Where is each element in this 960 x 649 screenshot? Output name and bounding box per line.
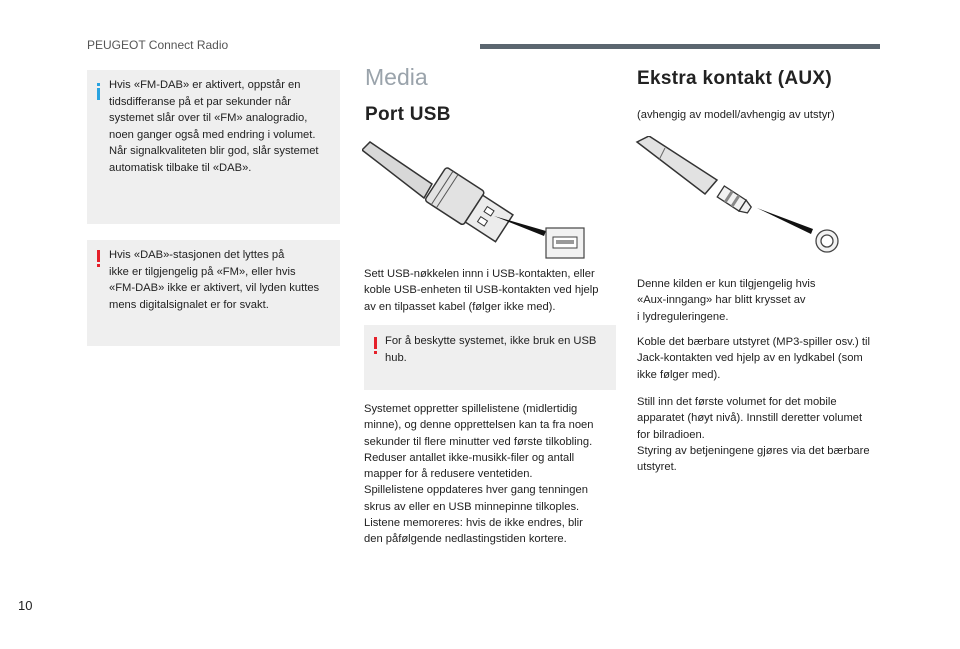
warning-icon <box>374 337 377 349</box>
text-line: ikke følger med). <box>637 368 721 381</box>
aux-para-1 <box>637 276 897 325</box>
text-line: sekunder til flere minutter ved første tilkobling. <box>364 435 593 448</box>
usb-body-text <box>364 401 620 548</box>
text-line: Denne kilden er kun tilgjengelig hvis <box>637 278 816 290</box>
header-title: PEUGEOT Connect Radio <box>87 38 229 52</box>
text-line: Jack-kontakten ved hjelp av en lydkabel (som <box>637 352 863 365</box>
text-line: utstyret. <box>637 461 677 474</box>
subsection-title-usb: Port USB <box>365 104 451 125</box>
text-line: automatisk tilbake til «DAB». <box>109 161 252 174</box>
text-line: ikke er tilgjengelig på «FM», eller hvis <box>109 265 296 278</box>
usb-connector-icon <box>362 140 592 260</box>
usb-intro-text <box>364 266 619 315</box>
warning-icon <box>97 250 100 262</box>
text-line: skrus av eller en USB minnepinne tilkoples. <box>364 500 580 513</box>
text-line: Spillelistene oppdateres hver gang tenningen <box>364 484 588 497</box>
text-line: Reduser antallet ikke-musikk-filer og antall <box>364 451 575 464</box>
text-line: apparatet (høyt nivå). Innstill deretter volumet <box>637 412 863 425</box>
aux-para-3 <box>637 394 897 475</box>
text-line: for bilradioen. <box>637 428 705 441</box>
page-number: 10 <box>18 598 33 613</box>
text-line: tidsdifferanse på et par sekunder når <box>109 95 292 108</box>
text-line: av en tilpasset kabel (følger ikke med). <box>364 300 556 313</box>
header-bar <box>480 44 880 49</box>
text-line: koble USB-enheten til USB-kontakten ved hjelp <box>364 284 599 297</box>
text-line: «FM-DAB» ikke er aktivert, vil lyden kuttes <box>109 282 320 294</box>
aux-subtitle: (avhengig av modell/avhengig av utstyr) <box>637 109 835 121</box>
text-line: Systemet oppretter spillelistene (midlertidig <box>364 403 578 415</box>
text-line: minne), og denne opprettelsen kan ta fra noen <box>364 419 594 432</box>
info-note <box>87 70 340 224</box>
warning-note-text <box>385 333 613 366</box>
text-line: Listene memoreres: hvis de ikke endres, blir <box>364 517 583 530</box>
text-line: Styring av betjeningene gjøres via det bærbare <box>637 444 870 457</box>
warning-note-dab <box>87 240 340 346</box>
text-line: Sett USB-nøkkelen innn i USB-kontakten, eller <box>364 268 595 280</box>
text-line: «Aux-inngang» har blitt krysset av <box>637 294 806 307</box>
text-line: Når signalkvaliteten blir god, slår systemet <box>109 145 319 157</box>
aux-para-2 <box>637 334 897 383</box>
text-line: Hvis «FM-DAB» er aktivert, oppstår en <box>109 79 301 91</box>
text-line: mens digitalsignalet er for svakt. <box>109 298 269 311</box>
warning-note-usb-hub <box>364 325 616 390</box>
text-line: Hvis «DAB»-stasjonen det lyttes på <box>109 249 285 261</box>
text-line: Koble det bærbare utstyret (MP3-spiller osv.) til <box>637 336 870 348</box>
text-line: Still inn det første volumet for det mobile <box>637 396 837 408</box>
text-line: mapper for å redusere ventetiden. <box>364 468 533 481</box>
jack-connector-icon <box>635 136 845 256</box>
text-line: den påfølgende nedlastingstiden kortere. <box>364 533 567 546</box>
text-line: For å beskytte systemet, ikke bruk en USB <box>385 335 597 347</box>
text-line: i lydreguleringene. <box>637 310 729 323</box>
text-line: hub. <box>385 351 407 364</box>
info-icon <box>97 88 100 100</box>
section-title-media: Media <box>365 64 428 90</box>
text-line: systemet slår over til «FM» analogradio, <box>109 112 308 124</box>
text-line: noen ganger også med endring i volumet. <box>109 128 316 141</box>
section-title-aux: Ekstra kontakt (AUX) <box>637 68 832 89</box>
info-note-text <box>109 77 341 176</box>
warning-note-text <box>109 247 341 313</box>
